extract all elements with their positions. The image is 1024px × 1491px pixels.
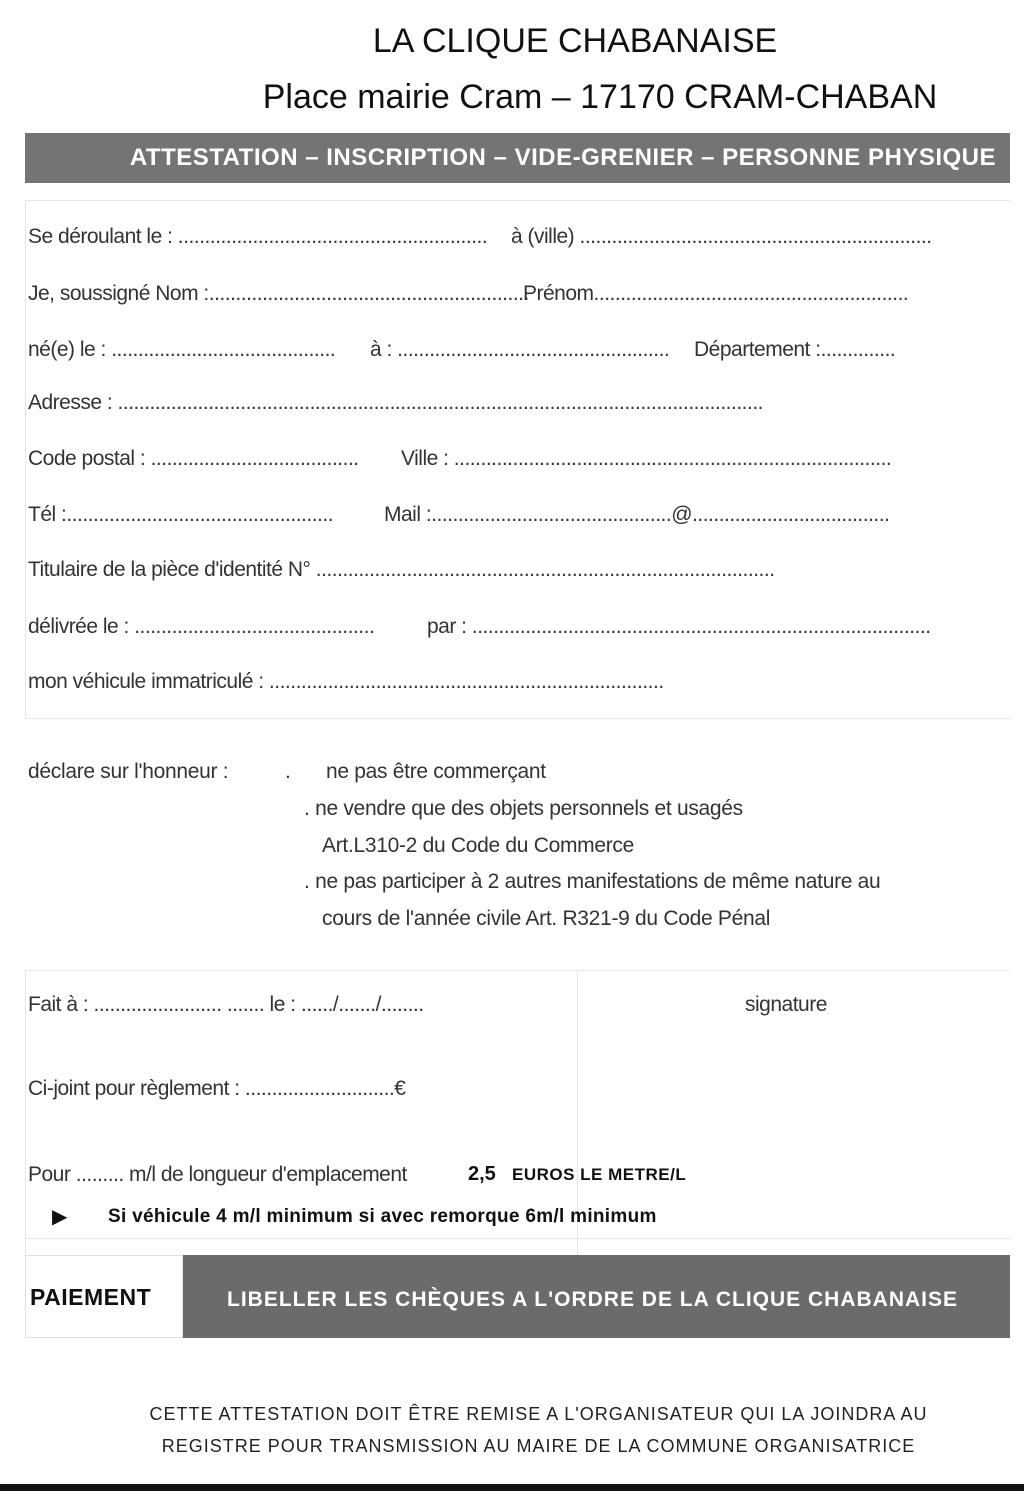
signature-box-left-border: [25, 970, 26, 1255]
city-field[interactable]: Ville : ..................................................................................: [401, 447, 892, 470]
organization-name: LA CLIQUE CHABANAISE: [372, 22, 778, 60]
footer-notice-line1: CETTE ATTESTATION DOIT ÊTRE REMISE A L'ORGANISATEUR QUI LA JOINDRA AU: [149, 1404, 928, 1424]
payment-label: PAIEMENT: [30, 1284, 152, 1310]
email-field[interactable]: Mail :.............................................@.....................................: [384, 503, 890, 526]
birth-place-field[interactable]: à : ...................................................: [370, 338, 670, 361]
form-box-left-border: [25, 200, 26, 719]
payment-instruction-box: [183, 1255, 1010, 1338]
form-title: ATTESTATION – INSCRIPTION – VIDE-GRENIER – PERSONNE PHYSIQUE: [129, 144, 996, 171]
payment-label-box: [25, 1255, 183, 1338]
stand-length-field[interactable]: Pour ......... m/l de longueur d'emplacement: [28, 1163, 407, 1186]
payment-instruction: LIBELLER LES CHÈQUES A L'ORDRE DE LA CLIQUE CHABANAISE: [227, 1288, 959, 1311]
arrow-icon: ▶: [52, 1206, 68, 1228]
department-field[interactable]: Département :..............: [694, 338, 896, 361]
declaration-bullet: .: [285, 760, 291, 783]
signature-label: signature: [745, 993, 827, 1016]
id-issued-by-field[interactable]: par : ......................................................................................: [427, 615, 931, 638]
last-name-field[interactable]: Je, soussigné Nom :............................................................: [28, 282, 529, 305]
declaration-label: déclare sur l'honneur :: [28, 760, 229, 783]
organization-address: Place mairie Cram – 17170 CRAM-CHABAN: [262, 78, 938, 116]
form-title-banner: [25, 133, 1010, 183]
bottom-edge-bar: [0, 1484, 1024, 1491]
signed-place-date-field[interactable]: Fait à : ........................ ....... le : ....../......./........: [28, 993, 424, 1016]
id-issued-date-field[interactable]: délivrée le : .............................................: [28, 615, 375, 638]
id-number-field[interactable]: Titulaire de la pièce d'identité N° ......................................................................................: [28, 558, 775, 581]
form-box-bottom-border: [25, 718, 1010, 719]
vehicle-minimum-note: Si véhicule 4 m/l minimum si avec remorque 6m/l minimum: [108, 1206, 657, 1227]
declaration-item-events-limit: . ne pas participer à 2 autres manifestations de même nature au: [304, 870, 881, 893]
vehicle-plate-field[interactable]: mon véhicule immatriculé : ..........................................................................: [28, 670, 664, 693]
phone-field[interactable]: Tél :..................................................: [28, 503, 334, 526]
signature-box-top-border: [25, 970, 1010, 971]
declaration-item-personal-goods: . ne vendre que des objets personnels et usagés: [304, 797, 743, 820]
signature-box-bottom-border: [25, 1238, 1010, 1239]
declaration-item-not-merchant: ne pas être commerçant: [326, 760, 546, 783]
birth-date-field[interactable]: né(e) le : ..........................................: [28, 338, 336, 361]
event-date-field[interactable]: Se déroulant le : ..........................................................: [28, 225, 488, 248]
event-city-field[interactable]: à (ville) ..................................................................: [511, 225, 932, 248]
declaration-item-events-limit-ref: cours de l'année civile Art. R321-9 du Code Pénal: [322, 907, 771, 930]
price-unit: EUROS LE METRE/L: [512, 1165, 687, 1184]
payment-amount-field[interactable]: Ci-joint pour règlement : ............................€: [28, 1077, 406, 1100]
form-box-top-border: [25, 200, 1010, 201]
postal-code-field[interactable]: Code postal : .......................................: [28, 447, 359, 470]
footer-notice-line2: REGISTRE POUR TRANSMISSION AU MAIRE DE LA COMMUNE ORGANISATRICE: [161, 1436, 916, 1456]
address-field[interactable]: Adresse : .........................................................................................................................: [28, 391, 764, 414]
first-name-field[interactable]: Prénom...........................................................: [523, 282, 909, 305]
price-per-meter: 2,5: [468, 1163, 496, 1185]
declaration-item-personal-goods-ref: Art.L310-2 du Code du Commerce: [322, 834, 634, 857]
